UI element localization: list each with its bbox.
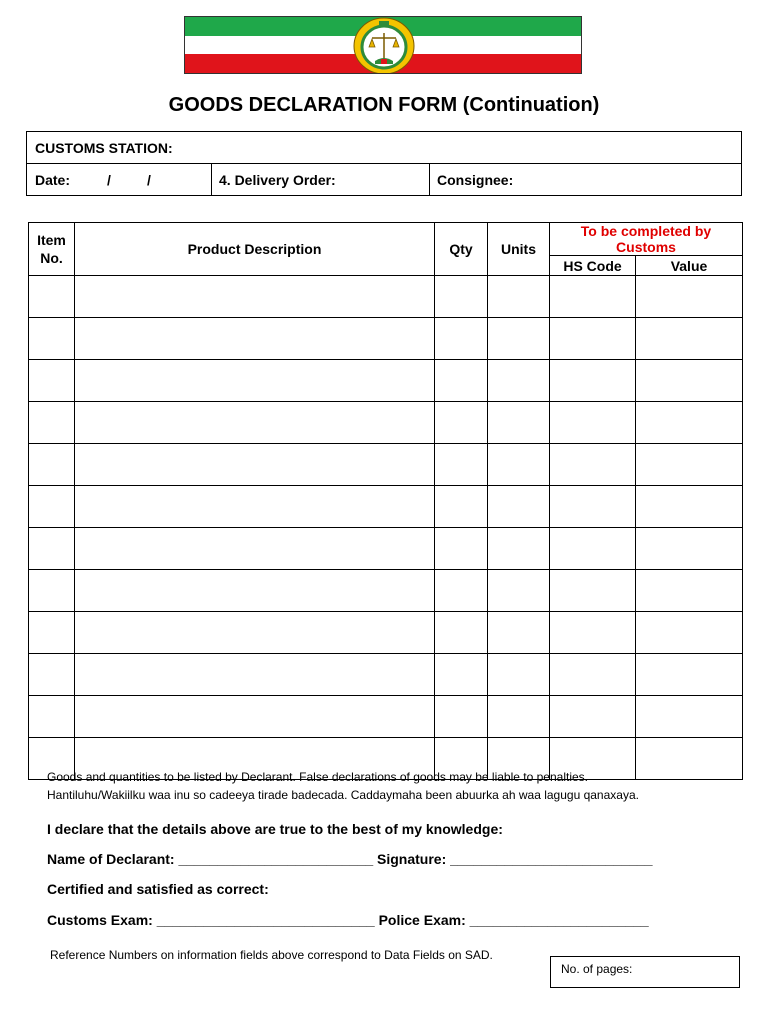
product-description-cell[interactable] — [75, 486, 435, 528]
value-cell[interactable] — [636, 318, 743, 360]
units-cell[interactable] — [488, 444, 550, 486]
value-cell[interactable] — [636, 528, 743, 570]
column-header-value: Value — [636, 256, 743, 276]
divider — [211, 164, 212, 196]
table-row — [29, 654, 743, 696]
goods-table — [28, 222, 743, 780]
product-description-cell[interactable] — [75, 528, 435, 570]
value-cell[interactable] — [636, 360, 743, 402]
penalty-notice-somali: Hantiluhu/Wakiilku waa inu so cadeeya tirade badecada. Caddaymaha been abuurka ah waa lagugu qanaxaya. — [47, 788, 639, 802]
value-cell[interactable] — [636, 444, 743, 486]
coat-of-arms-icon — [353, 17, 415, 74]
qty-cell[interactable] — [435, 360, 488, 402]
reference-note: Reference Numbers on information fields above correspond to Data Fields on SAD. — [50, 948, 493, 962]
qty-cell[interactable] — [435, 444, 488, 486]
table-row — [29, 612, 743, 654]
product-description-cell[interactable] — [75, 570, 435, 612]
hs-code-cell[interactable] — [550, 486, 636, 528]
value-cell[interactable] — [636, 696, 743, 738]
column-header-hs-code: HS Code — [550, 256, 636, 276]
product-description-cell[interactable] — [75, 444, 435, 486]
qty-cell[interactable] — [435, 696, 488, 738]
column-header-qty: Qty — [435, 223, 488, 276]
hs-code-cell[interactable] — [550, 570, 636, 612]
hs-code-cell[interactable] — [550, 528, 636, 570]
value-cell[interactable] — [636, 486, 743, 528]
table-row — [29, 486, 743, 528]
item-no-cell[interactable] — [29, 486, 75, 528]
qty-cell[interactable] — [435, 276, 488, 318]
table-row — [29, 528, 743, 570]
date-separator-1: / — [107, 172, 111, 188]
product-description-cell[interactable] — [75, 318, 435, 360]
customs-only-note: To be completed by Customs — [550, 223, 743, 256]
units-cell[interactable] — [488, 318, 550, 360]
units-cell[interactable] — [488, 486, 550, 528]
table-row — [29, 444, 743, 486]
item-no-cell[interactable] — [29, 444, 75, 486]
table-row — [29, 276, 743, 318]
hs-code-cell[interactable] — [550, 318, 636, 360]
product-description-cell[interactable] — [75, 402, 435, 444]
product-description-cell[interactable] — [75, 612, 435, 654]
table-row — [29, 402, 743, 444]
hs-code-cell[interactable] — [550, 360, 636, 402]
table-row — [29, 570, 743, 612]
declaration-statement: I declare that the details above are true to the best of my knowledge: — [47, 821, 503, 837]
number-of-pages-label: No. of pages: — [561, 962, 633, 976]
table-row — [29, 318, 743, 360]
customs-station-row — [27, 132, 741, 164]
qty-cell[interactable] — [435, 486, 488, 528]
units-cell[interactable] — [488, 696, 550, 738]
certified-statement: Certified and satisfied as correct: — [47, 881, 269, 897]
column-header-units: Units — [488, 223, 550, 276]
hs-code-cell[interactable] — [550, 276, 636, 318]
header-info-box — [26, 131, 742, 196]
value-cell[interactable] — [636, 276, 743, 318]
value-cell[interactable] — [636, 654, 743, 696]
date-delivery-consignee-row — [27, 164, 741, 196]
penalty-notice-english: Goods and quantities to be listed by Declarant. False declarations of goods may be liable to penalties. — [47, 770, 588, 784]
consignee-label: Consignee: — [437, 172, 514, 188]
hs-code-cell[interactable] — [550, 696, 636, 738]
qty-cell[interactable] — [435, 528, 488, 570]
penalty-notice — [47, 768, 639, 804]
hs-code-cell[interactable] — [550, 612, 636, 654]
qty-cell[interactable] — [435, 402, 488, 444]
item-no-cell[interactable] — [29, 276, 75, 318]
delivery-order-label: 4. Delivery Order: — [219, 172, 336, 188]
column-header-item-no: Item No. — [29, 223, 75, 276]
declarant-signature-line[interactable]: Name of Declarant: _________________________ Signature: __________________________ — [47, 851, 653, 867]
units-cell[interactable] — [488, 276, 550, 318]
item-no-cell[interactable] — [29, 360, 75, 402]
item-no-cell[interactable] — [29, 570, 75, 612]
date-separator-2: / — [147, 172, 151, 188]
value-cell[interactable] — [636, 570, 743, 612]
units-cell[interactable] — [488, 360, 550, 402]
number-of-pages-field[interactable] — [550, 956, 740, 988]
hs-code-cell[interactable] — [550, 654, 636, 696]
qty-cell[interactable] — [435, 654, 488, 696]
product-description-cell[interactable] — [75, 696, 435, 738]
units-cell[interactable] — [488, 528, 550, 570]
exam-signature-line[interactable]: Customs Exam: ____________________________ Police Exam: _______________________ — [47, 912, 649, 928]
hs-code-cell[interactable] — [550, 402, 636, 444]
table-row — [29, 360, 743, 402]
item-no-cell[interactable] — [29, 654, 75, 696]
units-cell[interactable] — [488, 402, 550, 444]
value-cell[interactable] — [636, 738, 743, 780]
item-no-cell[interactable] — [29, 318, 75, 360]
qty-cell[interactable] — [435, 318, 488, 360]
hs-code-cell[interactable] — [550, 444, 636, 486]
qty-cell[interactable] — [435, 612, 488, 654]
customs-station-label: CUSTOMS STATION: — [35, 140, 173, 156]
units-cell[interactable] — [488, 612, 550, 654]
units-cell[interactable] — [488, 570, 550, 612]
item-no-cell[interactable] — [29, 528, 75, 570]
date-label: Date: — [35, 172, 71, 188]
item-no-cell[interactable] — [29, 696, 75, 738]
flag-banner — [184, 16, 582, 74]
product-description-cell[interactable] — [75, 276, 435, 318]
page-title: GOODS DECLARATION FORM (Continuation) — [168, 94, 600, 116]
column-header-product-description: Product Description — [75, 223, 435, 276]
item-no-cell[interactable] — [29, 612, 75, 654]
product-description-cell[interactable] — [75, 654, 435, 696]
product-description-cell[interactable] — [75, 360, 435, 402]
qty-cell[interactable] — [435, 570, 488, 612]
units-cell[interactable] — [488, 654, 550, 696]
value-cell[interactable] — [636, 612, 743, 654]
item-no-cell[interactable] — [29, 402, 75, 444]
divider — [429, 164, 430, 196]
table-row — [29, 696, 743, 738]
value-cell[interactable] — [636, 402, 743, 444]
